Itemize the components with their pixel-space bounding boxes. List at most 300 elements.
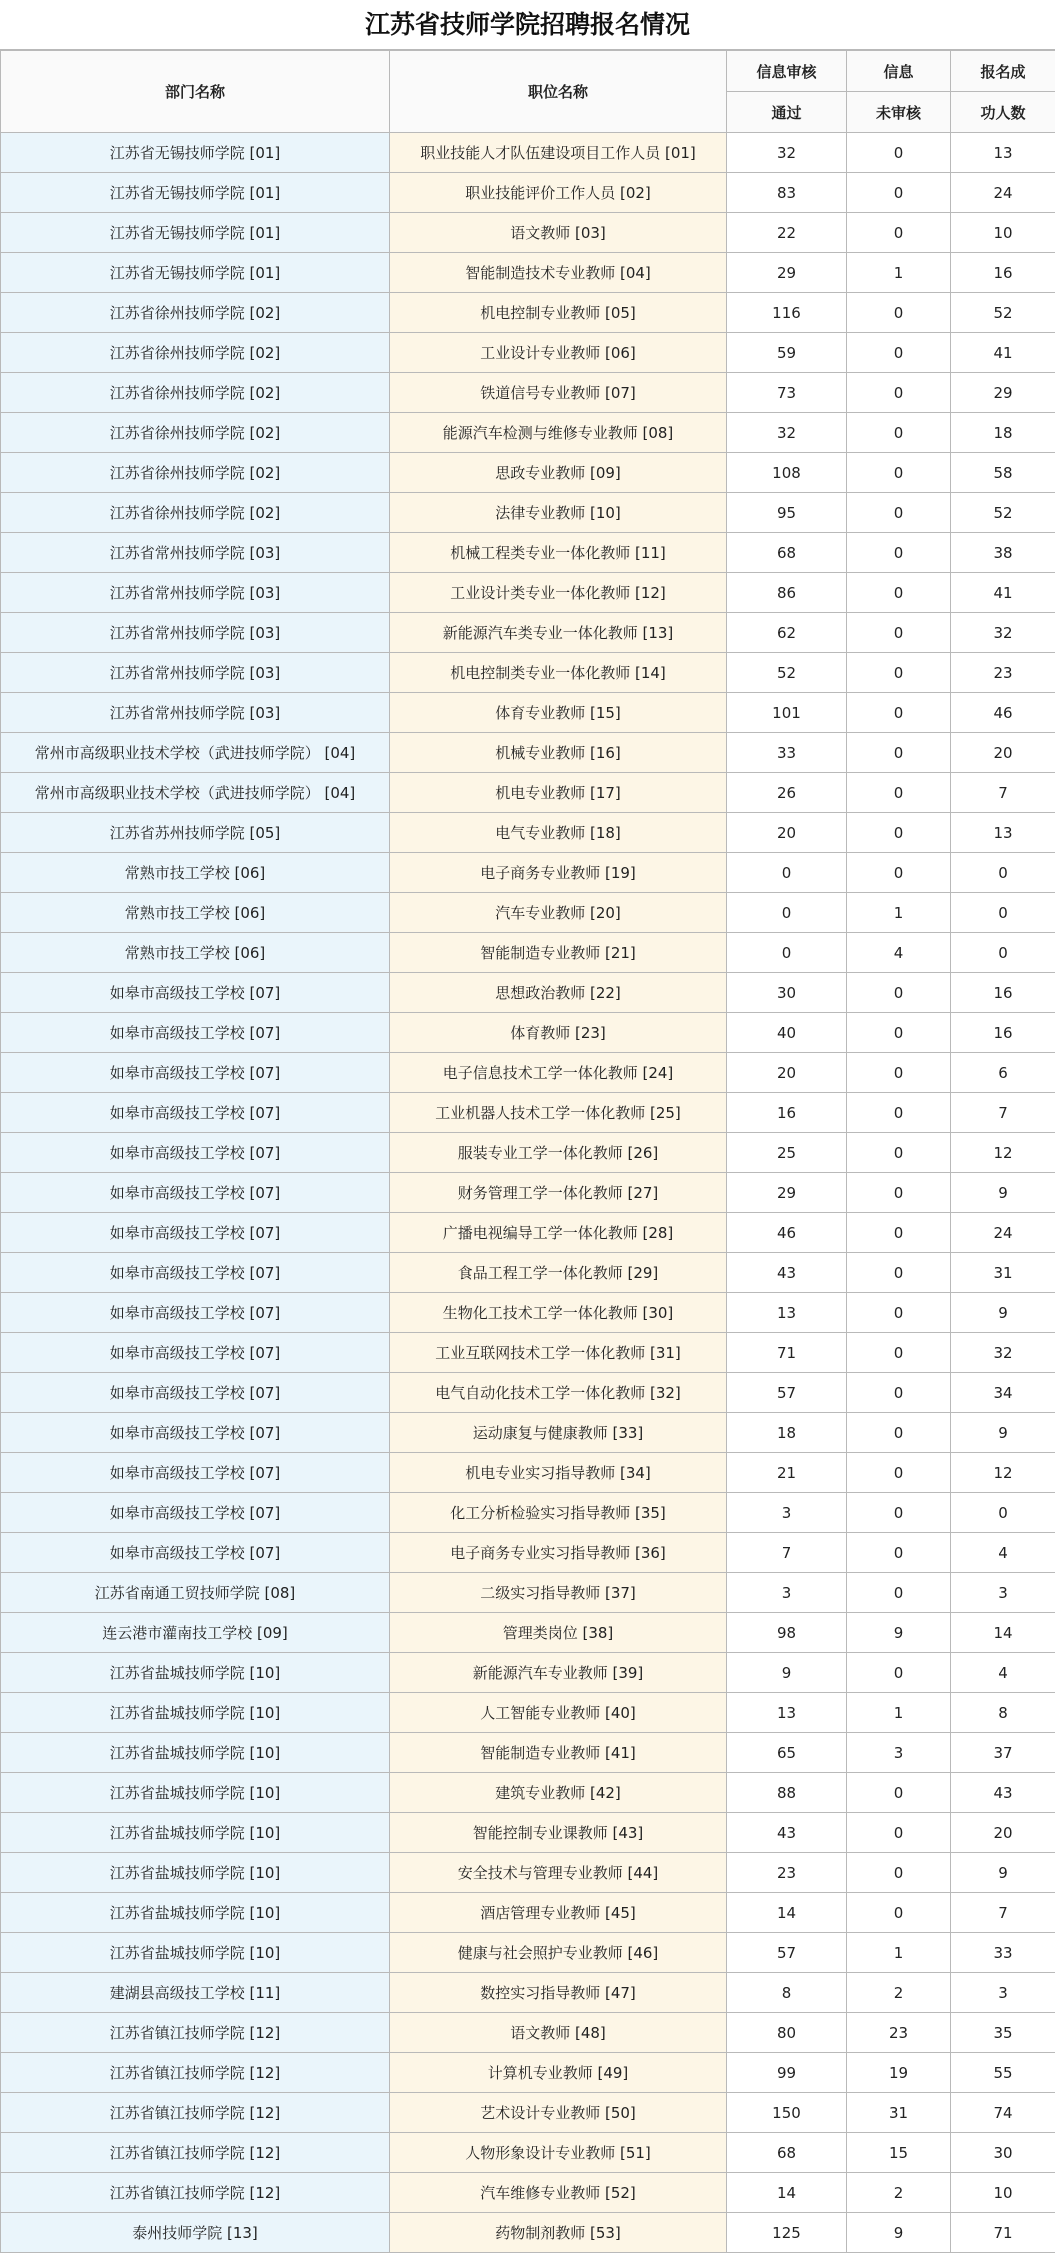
passed-count-cell: 13: [727, 1693, 847, 1733]
success-count-cell: 9: [951, 1293, 1055, 1333]
success-count-cell: 8: [951, 1693, 1055, 1733]
table-row: [1, 1653, 1055, 1693]
dept-cell: 江苏省盐城技师学院 [10]: [1, 1733, 390, 1773]
table-row: [1, 2053, 1055, 2093]
passed-count-cell: 9: [727, 1653, 847, 1693]
table-body: [1, 133, 1055, 2253]
table-row: [1, 653, 1055, 693]
dept-cell: 江苏省苏州技师学院 [05]: [1, 813, 390, 853]
table-row: [1, 253, 1055, 293]
passed-count-cell: 57: [727, 1933, 847, 1973]
dept-cell: 如皋市高级技工学校 [07]: [1, 1093, 390, 1133]
success-count-cell: 12: [951, 1133, 1055, 1173]
position-cell: 化工分析检验实习指导教师 [35]: [390, 1493, 727, 1533]
table-row: [1, 613, 1055, 653]
table-row: [1, 1053, 1055, 1093]
pending-count-cell: 0: [847, 573, 951, 613]
page-title: 江苏省技师学院招聘报名情况: [0, 0, 1055, 50]
position-cell: 健康与社会照护专业教师 [46]: [390, 1933, 727, 1973]
header-reviewed-line1: 信息审核: [727, 51, 847, 92]
dept-cell: 江苏省无锡技师学院 [01]: [1, 253, 390, 293]
success-count-cell: 13: [951, 813, 1055, 853]
position-cell: 工业设计类专业一体化教师 [12]: [390, 573, 727, 613]
position-cell: 体育教师 [23]: [390, 1013, 727, 1053]
table-row: [1, 893, 1055, 933]
passed-count-cell: 29: [727, 253, 847, 293]
success-count-cell: 24: [951, 1213, 1055, 1253]
table-row: [1, 1493, 1055, 1533]
pending-count-cell: 1: [847, 253, 951, 293]
pending-count-cell: 0: [847, 133, 951, 173]
dept-cell: 江苏省常州技师学院 [03]: [1, 573, 390, 613]
dept-cell: 如皋市高级技工学校 [07]: [1, 973, 390, 1013]
table-row: [1, 1453, 1055, 1493]
dept-cell: 江苏省盐城技师学院 [10]: [1, 1933, 390, 1973]
position-cell: 电子信息技术工学一体化教师 [24]: [390, 1053, 727, 1093]
pending-count-cell: 19: [847, 2053, 951, 2093]
passed-count-cell: 29: [727, 1173, 847, 1213]
dept-cell: 如皋市高级技工学校 [07]: [1, 1373, 390, 1413]
position-cell: 电子商务专业实习指导教师 [36]: [390, 1533, 727, 1573]
table-row: [1, 373, 1055, 413]
position-cell: 药物制剂教师 [53]: [390, 2213, 727, 2253]
dept-cell: 江苏省盐城技师学院 [10]: [1, 1653, 390, 1693]
table-row: [1, 1773, 1055, 1813]
dept-cell: 江苏省无锡技师学院 [01]: [1, 173, 390, 213]
header-reviewed-line2: 通过: [727, 92, 847, 133]
position-cell: 财务管理工学一体化教师 [27]: [390, 1173, 727, 1213]
passed-count-cell: 33: [727, 733, 847, 773]
passed-count-cell: 21: [727, 1453, 847, 1493]
passed-count-cell: 3: [727, 1573, 847, 1613]
table-row: [1, 133, 1055, 173]
position-cell: 安全技术与管理专业教师 [44]: [390, 1853, 727, 1893]
pending-count-cell: 1: [847, 1933, 951, 1973]
dept-cell: 江苏省盐城技师学院 [10]: [1, 1773, 390, 1813]
pending-count-cell: 0: [847, 1293, 951, 1333]
passed-count-cell: 43: [727, 1253, 847, 1293]
position-cell: 艺术设计专业教师 [50]: [390, 2093, 727, 2133]
success-count-cell: 18: [951, 413, 1055, 453]
success-count-cell: 0: [951, 893, 1055, 933]
position-cell: 酒店管理专业教师 [45]: [390, 1893, 727, 1933]
pending-count-cell: 0: [847, 1533, 951, 1573]
dept-cell: 常熟市技工学校 [06]: [1, 893, 390, 933]
table-row: [1, 1133, 1055, 1173]
position-cell: 体育专业教师 [15]: [390, 693, 727, 733]
table-row: [1, 1813, 1055, 1853]
dept-cell: 如皋市高级技工学校 [07]: [1, 1053, 390, 1093]
passed-count-cell: 83: [727, 173, 847, 213]
position-cell: 食品工程工学一体化教师 [29]: [390, 1253, 727, 1293]
success-count-cell: 52: [951, 493, 1055, 533]
position-cell: 铁道信号专业教师 [07]: [390, 373, 727, 413]
dept-cell: 江苏省无锡技师学院 [01]: [1, 213, 390, 253]
table-row: [1, 1213, 1055, 1253]
position-cell: 计算机专业教师 [49]: [390, 2053, 727, 2093]
passed-count-cell: 20: [727, 813, 847, 853]
pending-count-cell: 0: [847, 533, 951, 573]
pending-count-cell: 2: [847, 1973, 951, 2013]
success-count-cell: 20: [951, 1813, 1055, 1853]
success-count-cell: 7: [951, 1093, 1055, 1133]
table-row: [1, 933, 1055, 973]
pending-count-cell: 0: [847, 213, 951, 253]
position-cell: 智能制造专业教师 [21]: [390, 933, 727, 973]
success-count-cell: 12: [951, 1453, 1055, 1493]
success-count-cell: 41: [951, 573, 1055, 613]
passed-count-cell: 71: [727, 1333, 847, 1373]
pending-count-cell: 0: [847, 1093, 951, 1133]
dept-cell: 如皋市高级技工学校 [07]: [1, 1133, 390, 1173]
dept-cell: 常州市高级职业技术学校（武进技师学院） [04]: [1, 773, 390, 813]
success-count-cell: 74: [951, 2093, 1055, 2133]
pending-count-cell: 0: [847, 813, 951, 853]
success-count-cell: 7: [951, 1893, 1055, 1933]
passed-count-cell: 59: [727, 333, 847, 373]
pending-count-cell: 1: [847, 1693, 951, 1733]
passed-count-cell: 99: [727, 2053, 847, 2093]
dept-cell: 江苏省镇江技师学院 [12]: [1, 2093, 390, 2133]
pending-count-cell: 4: [847, 933, 951, 973]
header-success-line2: 功人数: [951, 92, 1055, 133]
position-cell: 广播电视编导工学一体化教师 [28]: [390, 1213, 727, 1253]
success-count-cell: 52: [951, 293, 1055, 333]
table-row: [1, 1693, 1055, 1733]
dept-cell: 如皋市高级技工学校 [07]: [1, 1453, 390, 1493]
dept-cell: 江苏省南通工贸技师学院 [08]: [1, 1573, 390, 1613]
success-count-cell: 31: [951, 1253, 1055, 1293]
position-cell: 人物形象设计专业教师 [51]: [390, 2133, 727, 2173]
pending-count-cell: 0: [847, 1573, 951, 1613]
pending-count-cell: 0: [847, 453, 951, 493]
table-row: [1, 2093, 1055, 2133]
passed-count-cell: 46: [727, 1213, 847, 1253]
table-row: [1, 573, 1055, 613]
success-count-cell: 35: [951, 2013, 1055, 2053]
dept-cell: 如皋市高级技工学校 [07]: [1, 1213, 390, 1253]
dept-cell: 江苏省镇江技师学院 [12]: [1, 2053, 390, 2093]
position-cell: 机电专业实习指导教师 [34]: [390, 1453, 727, 1493]
passed-count-cell: 14: [727, 1893, 847, 1933]
pending-count-cell: 0: [847, 1773, 951, 1813]
passed-count-cell: 88: [727, 1773, 847, 1813]
success-count-cell: 29: [951, 373, 1055, 413]
passed-count-cell: 150: [727, 2093, 847, 2133]
passed-count-cell: 22: [727, 213, 847, 253]
table-row: [1, 1613, 1055, 1653]
dept-cell: 江苏省盐城技师学院 [10]: [1, 1813, 390, 1853]
pending-count-cell: 15: [847, 2133, 951, 2173]
passed-count-cell: 116: [727, 293, 847, 333]
success-count-cell: 24: [951, 173, 1055, 213]
pending-count-cell: 1: [847, 893, 951, 933]
success-count-cell: 9: [951, 1853, 1055, 1893]
table-row: [1, 1373, 1055, 1413]
position-cell: 生物化工技术工学一体化教师 [30]: [390, 1293, 727, 1333]
pending-count-cell: 0: [847, 493, 951, 533]
success-count-cell: 0: [951, 1493, 1055, 1533]
position-cell: 语文教师 [03]: [390, 213, 727, 253]
dept-cell: 常熟市技工学校 [06]: [1, 853, 390, 893]
passed-count-cell: 25: [727, 1133, 847, 1173]
position-cell: 机电控制类专业一体化教师 [14]: [390, 653, 727, 693]
success-count-cell: 58: [951, 453, 1055, 493]
pending-count-cell: 0: [847, 1893, 951, 1933]
table-row: [1, 813, 1055, 853]
success-count-cell: 41: [951, 333, 1055, 373]
success-count-cell: 10: [951, 213, 1055, 253]
pending-count-cell: 0: [847, 1453, 951, 1493]
position-cell: 法律专业教师 [10]: [390, 493, 727, 533]
pending-count-cell: 0: [847, 693, 951, 733]
table-row: [1, 173, 1055, 213]
pending-count-cell: 3: [847, 1733, 951, 1773]
dept-cell: 如皋市高级技工学校 [07]: [1, 1013, 390, 1053]
success-count-cell: 32: [951, 1333, 1055, 1373]
table-row: [1, 1293, 1055, 1333]
position-cell: 思政专业教师 [09]: [390, 453, 727, 493]
position-cell: 职业技能评价工作人员 [02]: [390, 173, 727, 213]
success-count-cell: 32: [951, 613, 1055, 653]
position-cell: 服装专业工学一体化教师 [26]: [390, 1133, 727, 1173]
success-count-cell: 16: [951, 253, 1055, 293]
dept-cell: 常州市高级职业技术学校（武进技师学院） [04]: [1, 733, 390, 773]
passed-count-cell: 14: [727, 2173, 847, 2213]
success-count-cell: 3: [951, 1573, 1055, 1613]
position-cell: 机电控制专业教师 [05]: [390, 293, 727, 333]
passed-count-cell: 3: [727, 1493, 847, 1533]
dept-cell: 泰州技师学院 [13]: [1, 2213, 390, 2253]
position-cell: 新能源汽车专业教师 [39]: [390, 1653, 727, 1693]
success-count-cell: 33: [951, 1933, 1055, 1973]
pending-count-cell: 0: [847, 1813, 951, 1853]
dept-cell: 如皋市高级技工学校 [07]: [1, 1293, 390, 1333]
dept-cell: 江苏省镇江技师学院 [12]: [1, 2173, 390, 2213]
dept-cell: 连云港市灌南技工学校 [09]: [1, 1613, 390, 1653]
dept-cell: 如皋市高级技工学校 [07]: [1, 1333, 390, 1373]
passed-count-cell: 32: [727, 133, 847, 173]
pending-count-cell: 0: [847, 373, 951, 413]
success-count-cell: 10: [951, 2173, 1055, 2213]
header-success-line1: 报名成: [951, 51, 1055, 92]
pending-count-cell: 0: [847, 413, 951, 453]
pending-count-cell: 0: [847, 1333, 951, 1373]
success-count-cell: 4: [951, 1533, 1055, 1573]
success-count-cell: 0: [951, 853, 1055, 893]
passed-count-cell: 68: [727, 533, 847, 573]
position-cell: 汽车专业教师 [20]: [390, 893, 727, 933]
table-row: [1, 1413, 1055, 1453]
pending-count-cell: 0: [847, 613, 951, 653]
passed-count-cell: 98: [727, 1613, 847, 1653]
passed-count-cell: 0: [727, 853, 847, 893]
position-cell: 机械工程类专业一体化教师 [11]: [390, 533, 727, 573]
header-position: 职位名称: [390, 51, 727, 133]
table-row: [1, 1933, 1055, 1973]
passed-count-cell: 65: [727, 1733, 847, 1773]
table-row: [1, 1973, 1055, 2013]
dept-cell: 江苏省盐城技师学院 [10]: [1, 1893, 390, 1933]
passed-count-cell: 23: [727, 1853, 847, 1893]
dept-cell: 如皋市高级技工学校 [07]: [1, 1253, 390, 1293]
pending-count-cell: 2: [847, 2173, 951, 2213]
position-cell: 工业互联网技术工学一体化教师 [31]: [390, 1333, 727, 1373]
success-count-cell: 4: [951, 1653, 1055, 1693]
pending-count-cell: 0: [847, 1173, 951, 1213]
position-cell: 运动康复与健康教师 [33]: [390, 1413, 727, 1453]
table-row: [1, 1893, 1055, 1933]
position-cell: 工业设计专业教师 [06]: [390, 333, 727, 373]
position-cell: 电子商务专业教师 [19]: [390, 853, 727, 893]
success-count-cell: 16: [951, 1013, 1055, 1053]
dept-cell: 江苏省无锡技师学院 [01]: [1, 133, 390, 173]
position-cell: 数控实习指导教师 [47]: [390, 1973, 727, 2013]
position-cell: 建筑专业教师 [42]: [390, 1773, 727, 1813]
pending-count-cell: 0: [847, 293, 951, 333]
table-header: [1, 51, 1055, 133]
success-count-cell: 3: [951, 1973, 1055, 2013]
success-count-cell: 37: [951, 1733, 1055, 1773]
dept-cell: 江苏省徐州技师学院 [02]: [1, 413, 390, 453]
passed-count-cell: 52: [727, 653, 847, 693]
passed-count-cell: 8: [727, 1973, 847, 2013]
passed-count-cell: 40: [727, 1013, 847, 1053]
dept-cell: 江苏省徐州技师学院 [02]: [1, 493, 390, 533]
success-count-cell: 7: [951, 773, 1055, 813]
success-count-cell: 43: [951, 1773, 1055, 1813]
table-row: [1, 1573, 1055, 1613]
passed-count-cell: 57: [727, 1373, 847, 1413]
pending-count-cell: 9: [847, 2213, 951, 2253]
success-count-cell: 34: [951, 1373, 1055, 1413]
pending-count-cell: 0: [847, 1133, 951, 1173]
table-row: [1, 973, 1055, 1013]
position-cell: 能源汽车检测与维修专业教师 [08]: [390, 413, 727, 453]
position-cell: 二级实习指导教师 [37]: [390, 1573, 727, 1613]
position-cell: 人工智能专业教师 [40]: [390, 1693, 727, 1733]
pending-count-cell: 0: [847, 1413, 951, 1453]
table-row: [1, 773, 1055, 813]
success-count-cell: 13: [951, 133, 1055, 173]
table-row: [1, 1333, 1055, 1373]
pending-count-cell: 0: [847, 1253, 951, 1293]
pending-count-cell: 0: [847, 1213, 951, 1253]
pending-count-cell: 0: [847, 853, 951, 893]
table-row: [1, 213, 1055, 253]
position-cell: 电气自动化技术工学一体化教师 [32]: [390, 1373, 727, 1413]
dept-cell: 江苏省盐城技师学院 [10]: [1, 1853, 390, 1893]
success-count-cell: 9: [951, 1413, 1055, 1453]
pending-count-cell: 0: [847, 1013, 951, 1053]
dept-cell: 如皋市高级技工学校 [07]: [1, 1493, 390, 1533]
header-pending-line2: 未审核: [847, 92, 951, 133]
position-cell: 机电专业教师 [17]: [390, 773, 727, 813]
dept-cell: 建湖县高级技工学校 [11]: [1, 1973, 390, 2013]
position-cell: 汽车维修专业教师 [52]: [390, 2173, 727, 2213]
table-row: [1, 693, 1055, 733]
success-count-cell: 38: [951, 533, 1055, 573]
passed-count-cell: 0: [727, 893, 847, 933]
dept-cell: 江苏省镇江技师学院 [12]: [1, 2133, 390, 2173]
position-cell: 工业机器人技术工学一体化教师 [25]: [390, 1093, 727, 1133]
table-row: [1, 333, 1055, 373]
table-row: [1, 1173, 1055, 1213]
pending-count-cell: 0: [847, 1373, 951, 1413]
recruitment-table: [0, 50, 1055, 2253]
table-row: [1, 2133, 1055, 2173]
passed-count-cell: 0: [727, 933, 847, 973]
table-row: [1, 2173, 1055, 2213]
passed-count-cell: 16: [727, 1093, 847, 1133]
dept-cell: 江苏省徐州技师学院 [02]: [1, 373, 390, 413]
position-cell: 智能制造技术专业教师 [04]: [390, 253, 727, 293]
success-count-cell: 16: [951, 973, 1055, 1013]
passed-count-cell: 73: [727, 373, 847, 413]
table-row: [1, 733, 1055, 773]
dept-cell: 如皋市高级技工学校 [07]: [1, 1533, 390, 1573]
passed-count-cell: 95: [727, 493, 847, 533]
table-row: [1, 2013, 1055, 2053]
position-cell: 思想政治教师 [22]: [390, 973, 727, 1013]
position-cell: 新能源汽车类专业一体化教师 [13]: [390, 613, 727, 653]
table-row: [1, 293, 1055, 333]
dept-cell: 江苏省常州技师学院 [03]: [1, 653, 390, 693]
table-row: [1, 1733, 1055, 1773]
dept-cell: 江苏省盐城技师学院 [10]: [1, 1693, 390, 1733]
success-count-cell: 14: [951, 1613, 1055, 1653]
dept-cell: 如皋市高级技工学校 [07]: [1, 1173, 390, 1213]
passed-count-cell: 125: [727, 2213, 847, 2253]
pending-count-cell: 0: [847, 1493, 951, 1533]
dept-cell: 江苏省常州技师学院 [03]: [1, 613, 390, 653]
passed-count-cell: 68: [727, 2133, 847, 2173]
dept-cell: 江苏省徐州技师学院 [02]: [1, 293, 390, 333]
table-row: [1, 453, 1055, 493]
dept-cell: 如皋市高级技工学校 [07]: [1, 1413, 390, 1453]
position-cell: 智能制造专业教师 [41]: [390, 1733, 727, 1773]
dept-cell: 江苏省镇江技师学院 [12]: [1, 2013, 390, 2053]
passed-count-cell: 108: [727, 453, 847, 493]
passed-count-cell: 32: [727, 413, 847, 453]
table-row: [1, 413, 1055, 453]
success-count-cell: 20: [951, 733, 1055, 773]
table-row: [1, 533, 1055, 573]
passed-count-cell: 43: [727, 1813, 847, 1853]
dept-cell: 常熟市技工学校 [06]: [1, 933, 390, 973]
pending-count-cell: 0: [847, 653, 951, 693]
pending-count-cell: 31: [847, 2093, 951, 2133]
success-count-cell: 71: [951, 2213, 1055, 2253]
pending-count-cell: 9: [847, 1613, 951, 1653]
pending-count-cell: 0: [847, 1853, 951, 1893]
dept-cell: 江苏省徐州技师学院 [02]: [1, 333, 390, 373]
passed-count-cell: 101: [727, 693, 847, 733]
success-count-cell: 0: [951, 933, 1055, 973]
pending-count-cell: 0: [847, 773, 951, 813]
passed-count-cell: 7: [727, 1533, 847, 1573]
passed-count-cell: 20: [727, 1053, 847, 1093]
pending-count-cell: 0: [847, 333, 951, 373]
position-cell: 电气专业教师 [18]: [390, 813, 727, 853]
passed-count-cell: 30: [727, 973, 847, 1013]
dept-cell: 江苏省徐州技师学院 [02]: [1, 453, 390, 493]
pending-count-cell: 0: [847, 973, 951, 1013]
dept-cell: 江苏省常州技师学院 [03]: [1, 533, 390, 573]
success-count-cell: 46: [951, 693, 1055, 733]
passed-count-cell: 13: [727, 1293, 847, 1333]
header-dept: 部门名称: [1, 51, 390, 133]
